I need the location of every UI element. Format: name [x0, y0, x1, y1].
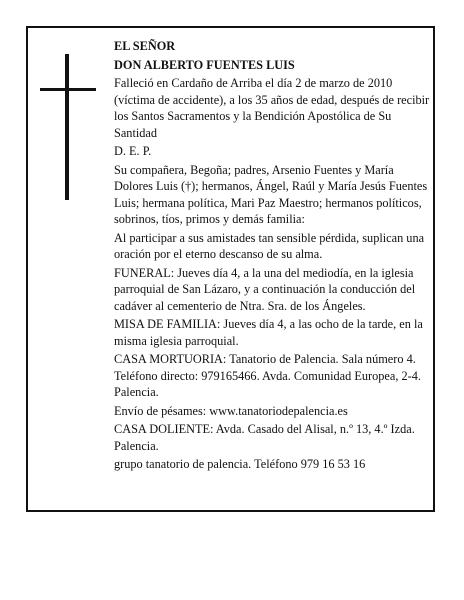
- notice-title-name: DON ALBERTO FUENTES LUIS: [114, 57, 295, 72]
- notice-prayer-paragraph: Al participar a sus amistades tan sensible pérdida, suplican una oración por el eterno descanso de su alma.: [114, 230, 425, 261]
- notice-family-paragraph: Su compañera, Begoña; padres, Arsenio Fuentes y María Dolores Luis (†); hermanos, Ángel, Raúl y María Jesús Fuentes Luis; hermana política, Mari Paz Maestro; hermanos políticos, sobrinos, tíos, primos y demás familia:: [114, 162, 428, 226]
- cross-icon: [40, 54, 96, 200]
- notice-condolences-paragraph: Envío de pésames: www.tanatoriodepalencia.es: [114, 403, 348, 418]
- notice-group-paragraph: grupo tanatorio de palencia. Teléfono 979 16 53 16: [114, 457, 366, 471]
- notice-family-mass-paragraph: MISA DE FAMILIA: Jueves día 4, a las ocho de la tarde, en la misma iglesia parroquial.: [114, 317, 423, 348]
- notice-home-paragraph: CASA DOLIENTE: Avda. Casado del Alisal, n.º 13, 4.º Izda. Palencia.: [114, 422, 415, 453]
- obituary-notice: [26, 26, 435, 512]
- notice-content: [114, 38, 430, 475]
- notice-dep: D. E. P.: [114, 144, 152, 158]
- notice-mortuary-paragraph: CASA MORTUORIA: Tanatorio de Palencia. Sala número 4. Teléfono directo: 979165466. Avda. Comunidad Europea, 2-4. Palencia.: [114, 352, 421, 399]
- cross-horizontal-bar: [40, 88, 96, 91]
- cross-vertical-bar: [65, 54, 69, 200]
- notice-funeral-paragraph: FUNERAL: Jueves día 4, a la una del mediodía, en la iglesia parroquial de San Lázaro, y a continuación la conducción del cadáver al cementerio de Ntra. Sra. de los Ángeles.: [114, 265, 416, 313]
- notice-death-paragraph: Falleció en Cardaño de Arriba el día 2 de marzo de 2010 (víctima de accidente), a los 35 años de edad, después de recibir los Santos Sacramentos y la Bendición Apostólica de Su Santidad: [114, 76, 430, 140]
- notice-title-line1: EL SEÑOR: [114, 39, 176, 53]
